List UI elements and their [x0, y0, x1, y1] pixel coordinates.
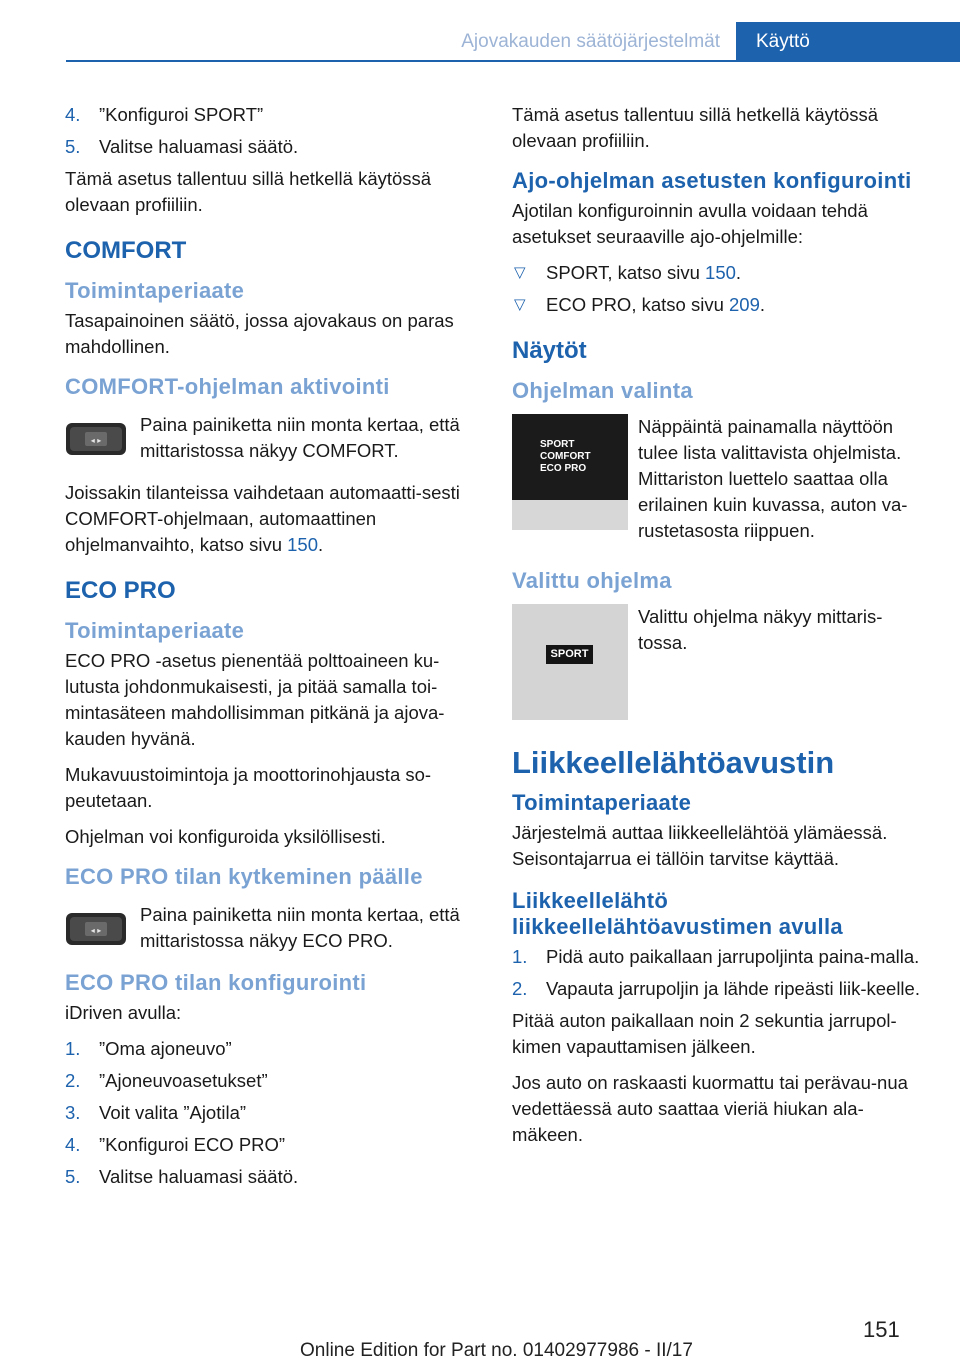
left-column — [65, 102, 479, 1196]
drive-mode-button-icon — [65, 912, 127, 946]
page-number: 151 — [863, 1317, 900, 1342]
triangle-bullet-icon: ▽ — [514, 296, 526, 313]
program-list — [512, 260, 926, 318]
saved-note: Tämä asetus tallentuu sillä hetkellä käytössä olevaan profiiliin. — [512, 104, 879, 151]
triangle-bullet-icon: ▽ — [514, 264, 526, 281]
list-item: 4. ”Konfiguroi ECO PRO” — [65, 1134, 286, 1155]
selection-row — [512, 414, 926, 544]
svg-text:◂ ▸: ◂ ▸ — [90, 926, 102, 935]
list-item: 2. Vapauta jarrupoljin ja lähde ripeästi liik-keelle. — [512, 978, 920, 999]
selected-row — [512, 604, 926, 720]
svg-text:◂ ▸: ◂ ▸ — [90, 436, 102, 445]
page-header — [66, 22, 960, 62]
ecopro-on-row — [65, 902, 479, 954]
comfort-activation-row — [65, 412, 479, 464]
header-rule — [66, 60, 736, 62]
header-section-title: Ajovakauden säätöjärjestelmät — [461, 31, 720, 52]
selected-program-screen: SPORT — [512, 604, 628, 720]
program-list-screen: SPORT COMFORT ECO PRO — [512, 414, 628, 530]
drive-mode-button-icon — [65, 422, 127, 456]
ecopro-configure-heading: ECO PRO tilan konfigurointi — [65, 970, 367, 995]
selected-heading: Valittu ohjelma — [512, 568, 672, 593]
list-item: 4. ”Konfiguroi SPORT” — [65, 104, 264, 125]
page-link-150[interactable]: 150 — [287, 534, 318, 555]
comfort-activation-text: Paina painiketta niin monta kertaa, että mittaristossa näkyy COMFORT. — [140, 414, 460, 461]
list-item: 3. Voit valita ”Ajotila” — [65, 1102, 247, 1123]
list-item: 1. ”Oma ajoneuvo” — [65, 1038, 232, 1059]
page-link-150[interactable]: 150 — [705, 262, 736, 283]
comfort-principle-heading: Toimintaperiaate — [65, 278, 245, 303]
ecopro-on-text: Paina painiketta niin monta kertaa, että mittaristossa näkyy ECO PRO. — [140, 904, 460, 951]
selection-text: Näppäintä painamalla näyttöön tulee lista valittavista ohjelmista. Mittariston luettelo saattaa olla erilainen kuin kuvassa, auton va-rustetasosta riippuen. — [638, 416, 908, 541]
selection-heading: Ohjelman valinta — [512, 378, 693, 403]
list-item: 1. Pidä auto paikallaan jarrupoljinta paina-malla. — [512, 946, 920, 967]
list-item: ▽ SPORT, katso sivu 150. — [512, 260, 926, 286]
ecopro-heading: ECO PRO — [65, 577, 176, 604]
drive-off-start-heading: Liikkeellelähtö liikkeellelähtöavustimen avulla — [512, 888, 843, 939]
comfort-heading: COMFORT — [65, 237, 187, 264]
config-text: Ajotilan konfiguroinnin avulla voidaan tehdä asetukset seuraaville ajo-ohjelmille: — [512, 200, 868, 247]
header-chapter-tab: Käyttö — [736, 22, 960, 62]
drive-off-assistant-title: Liikkeellelähtöavustin — [512, 745, 835, 780]
list-item: 5. Valitse haluamasi säätö. — [65, 136, 299, 157]
list-item: 2. ”Ajoneuvoasetukset” — [65, 1070, 268, 1091]
ecopro-config-steps — [65, 1036, 479, 1190]
list-item: ▽ ECO PRO, katso sivu 209. — [512, 292, 926, 318]
ecopro-on-heading: ECO PRO tilan kytkeminen päälle — [65, 864, 423, 889]
ecopro-principle-text: ECO PRO -asetus pienentää polttoaineen ku-lutusta johdonmukaisesti, ja pitää samalla toi-mintasäteen mahdollisimman pitkänä ja ajova-kauden hyvänä. — [65, 650, 445, 749]
config-heading: Ajo-ohjelman asetusten konfigurointi — [512, 168, 912, 193]
drive-off-load-text: Jos auto on raskaasti kuormattu tai perävau-nua vedettäessä auto saattaa vieriä hiukan ala-mäkeen. — [512, 1072, 908, 1145]
sport-config-steps — [65, 102, 479, 160]
right-column — [512, 102, 926, 1158]
list-item: 5. Valitse haluamasi säätö. — [65, 1166, 299, 1187]
displays-heading: Näytöt — [512, 337, 587, 364]
ecopro-idrive-text: iDriven avulla: — [65, 1002, 182, 1023]
selected-text: Valittu ohjelma näkyy mittaris-tossa. — [638, 606, 883, 653]
edition-note: Online Edition for Part no. 01402977986 - II/17 — [300, 1340, 693, 1361]
comfort-principle-text: Tasapainoinen säätö, jossa ajovakaus on paras mahdollinen. — [65, 310, 454, 357]
drive-off-steps — [512, 944, 926, 1002]
page-link-209[interactable]: 209 — [729, 294, 760, 315]
ecopro-principle-heading: Toimintaperiaate — [65, 618, 245, 643]
comfort-auto-text: Joissakin tilanteissa vaihdetaan automaatti-sesti COMFORT-ohjelmaan, automaattinen ohjelmanvaihto, katso sivu 150. — [65, 482, 460, 555]
drive-off-hold-text: Pitää auton paikallaan noin 2 sekuntia jarrupol-kimen vapauttamisen jälkeen. — [512, 1010, 897, 1057]
comfort-activation-heading: COMFORT-ohjelman aktivointi — [65, 374, 390, 399]
drive-off-principle-text: Järjestelmä auttaa liikkeellelähtöä ylämäessä. Seisontajarrua ei tällöin tarvitse käyttää. — [512, 822, 888, 869]
saved-note: Tämä asetus tallentuu sillä hetkellä käytössä olevaan profiiliin. — [65, 168, 432, 215]
ecopro-comfort-text: Mukavuustoimintoja ja moottorinohjausta so-peutetaan. — [65, 764, 432, 811]
drive-off-principle-heading: Toimintaperiaate — [512, 790, 692, 815]
ecopro-config-text: Ohjelman voi konfiguroida yksilöllisesti. — [65, 826, 386, 847]
